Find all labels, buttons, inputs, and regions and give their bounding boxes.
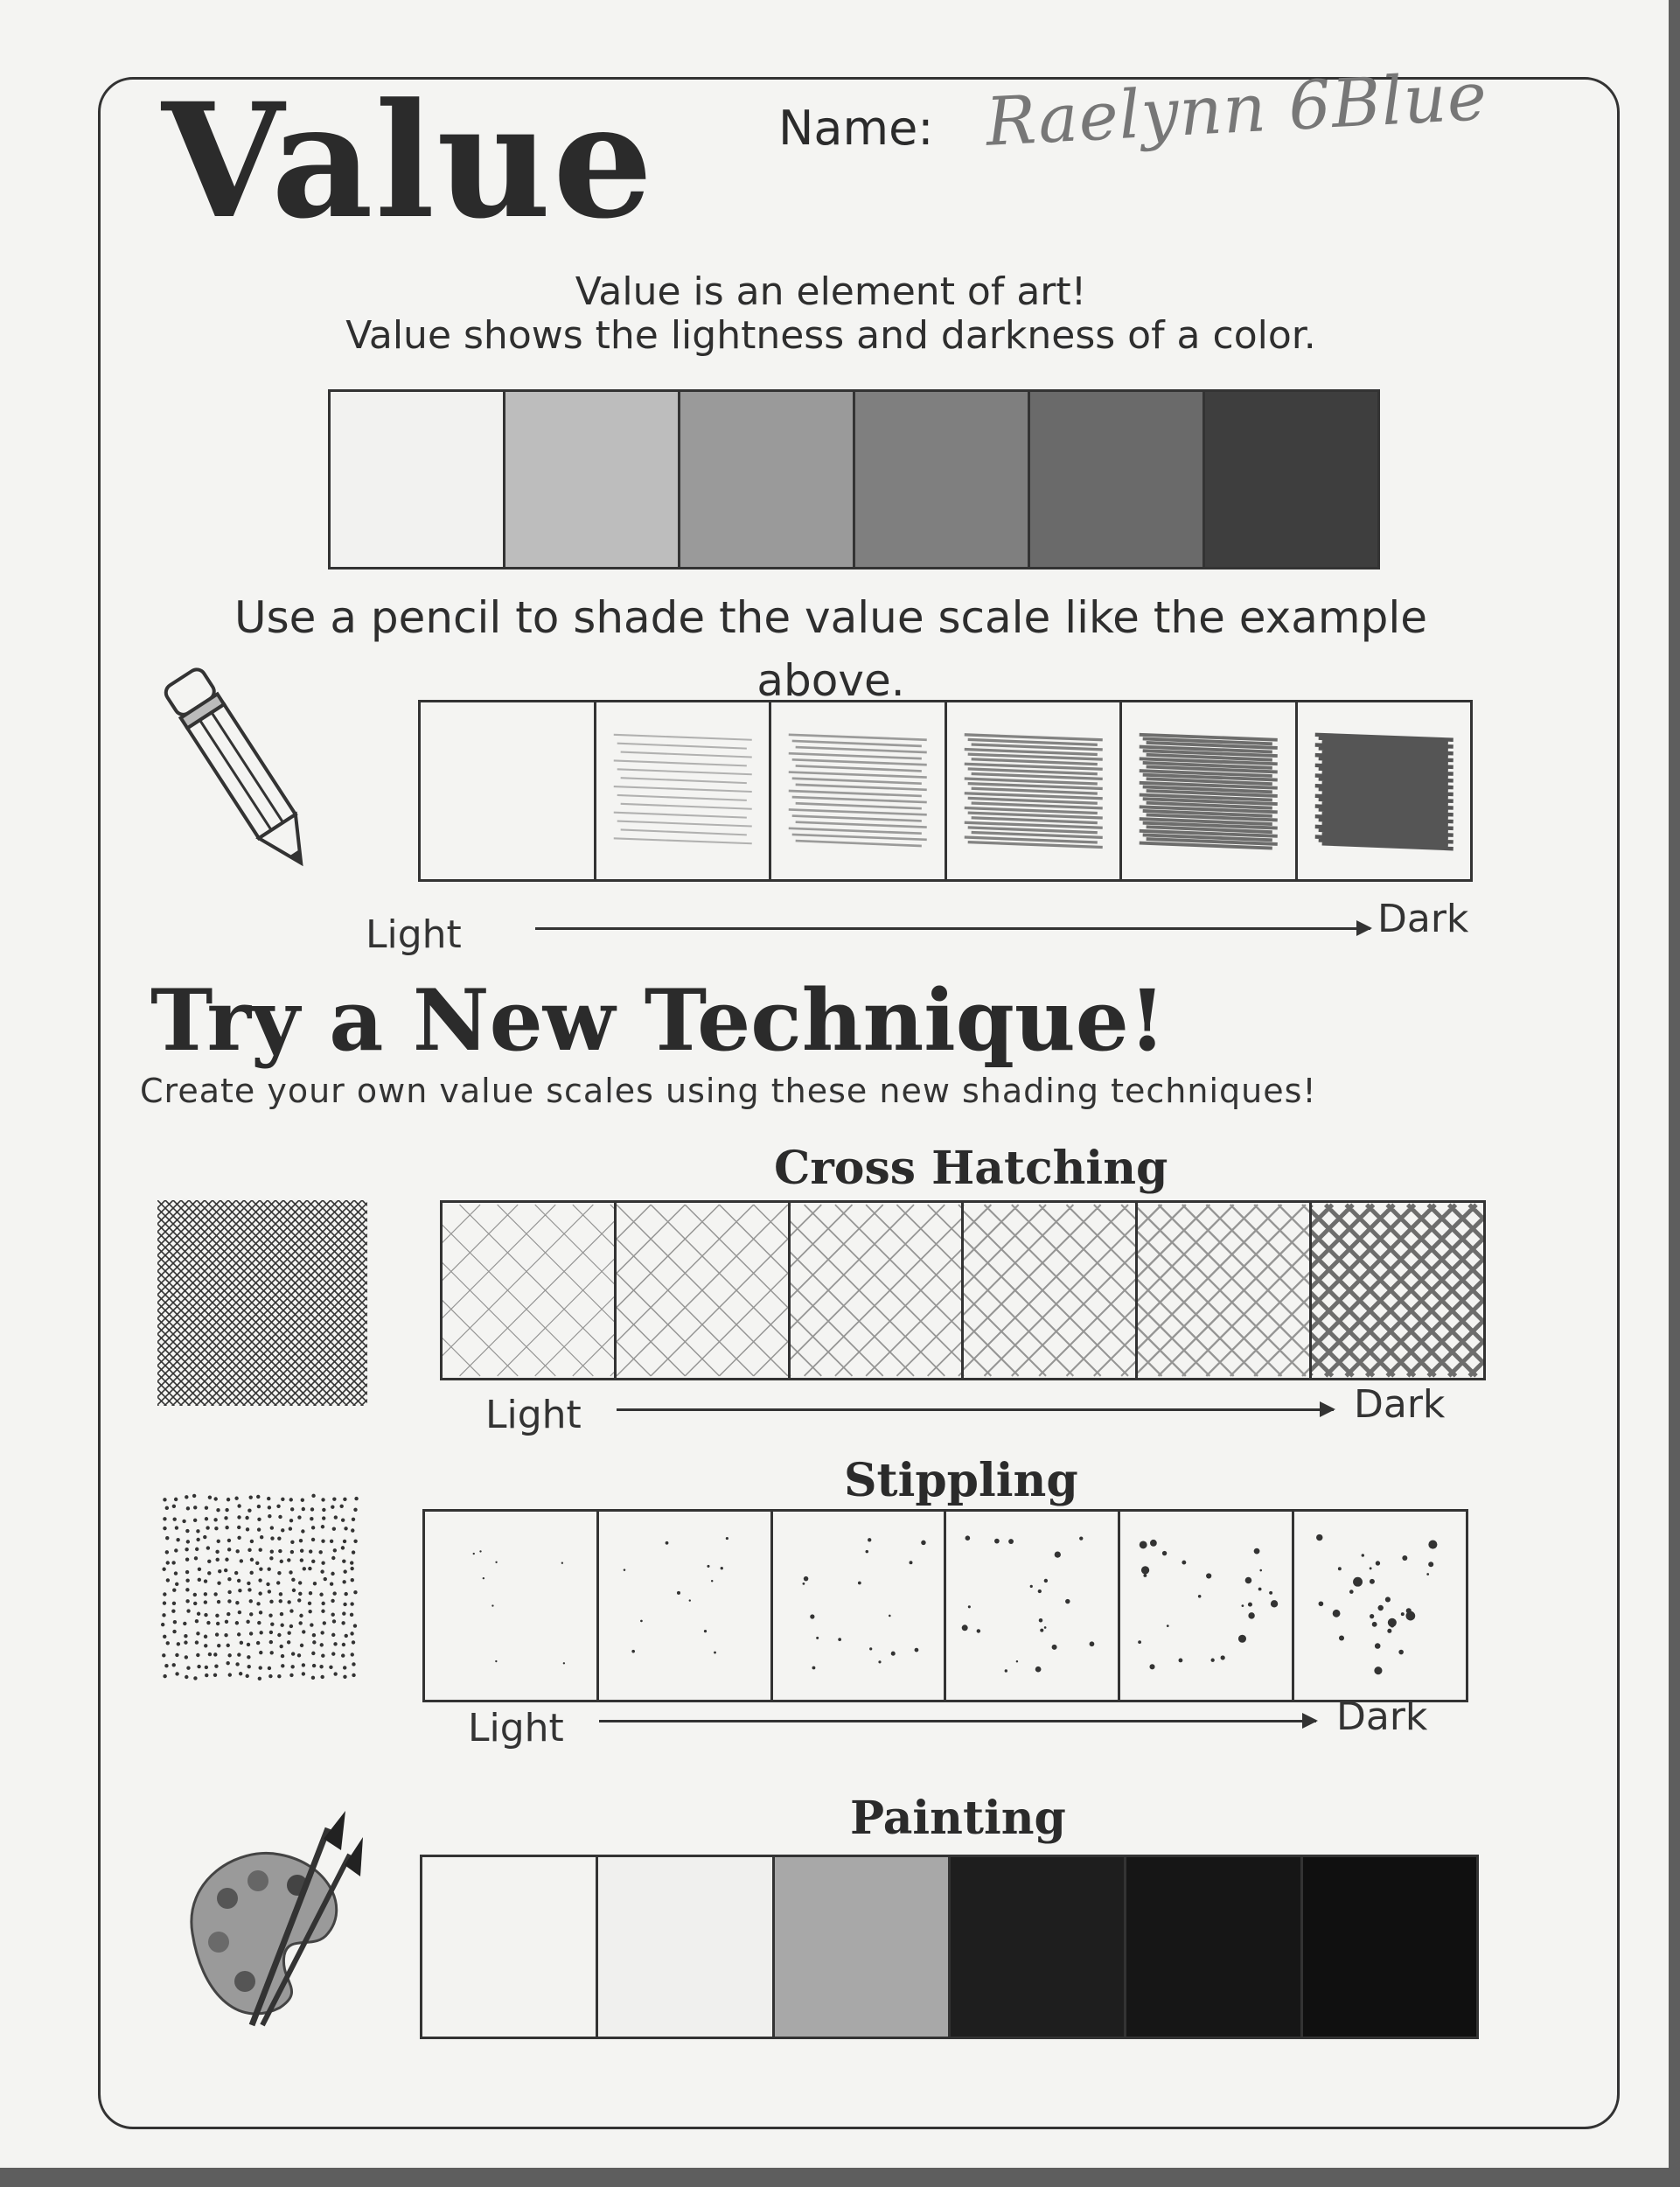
stippling-value-scale[interactable] (422, 1509, 1468, 1702)
light-dark-arrow-2 (617, 1408, 1334, 1411)
painting-scale-cell-3[interactable] (772, 1857, 948, 2037)
painting-scale-cell-1[interactable] (422, 1857, 596, 2037)
stippling-scale-cell-6[interactable] (1292, 1512, 1466, 1700)
light-label-3: Light (468, 1706, 564, 1750)
example-value-scale (328, 389, 1380, 569)
intro-line-2: Value shows the lightness and darkness of a color. (345, 313, 1316, 358)
stippling-scale-cell-4[interactable] (944, 1512, 1118, 1700)
cross-hatching-scale-cell-4[interactable] (961, 1203, 1135, 1378)
example-scale-cell-5 (1028, 392, 1202, 567)
example-scale-cell-1 (331, 392, 503, 567)
example-scale-cell-6 (1202, 392, 1377, 567)
technique-heading: Try a New Technique! (150, 971, 1166, 1070)
pencil-value-scale[interactable] (418, 700, 1473, 882)
dark-label-3: Dark (1336, 1694, 1428, 1739)
example-scale-cell-2 (503, 392, 678, 567)
painting-scale-cell-5[interactable] (1124, 1857, 1300, 2037)
light-label-2: Light (485, 1393, 582, 1437)
cross-hatch-sample-icon (157, 1200, 367, 1406)
stipple-sample-icon (157, 1490, 359, 1687)
painting-title: Painting (850, 1792, 1066, 1845)
cross-hatching-scale-cell-1[interactable] (443, 1203, 614, 1378)
example-scale-cell-3 (678, 392, 853, 567)
name-field-handwritten[interactable]: Raelynn 6Blue (984, 56, 1489, 161)
stippling-scale-cell-5[interactable] (1118, 1512, 1292, 1700)
painting-scale-cell-2[interactable] (596, 1857, 771, 2037)
instruction-text: Use a pencil to shade the value scale like the example above. (234, 592, 1427, 706)
cross-hatching-scale-cell-5[interactable] (1135, 1203, 1309, 1378)
pencil-scale-cell-6[interactable] (1295, 702, 1471, 879)
stippling-scale-cell-1[interactable] (425, 1512, 596, 1700)
painting-value-scale[interactable] (420, 1855, 1479, 2039)
intro-line-1: Value is an element of art! (575, 269, 1087, 314)
palette-icon (175, 1802, 376, 2030)
pencil-scale-cell-5[interactable] (1119, 702, 1295, 879)
cross-hatching-scale-cell-3[interactable] (788, 1203, 962, 1378)
example-scale-cell-4 (853, 392, 1028, 567)
pencil-scale-cell-2[interactable] (594, 702, 770, 879)
painting-scale-cell-4[interactable] (948, 1857, 1124, 2037)
light-dark-arrow-1 (535, 927, 1370, 930)
name-label: Name: (778, 101, 934, 156)
painting-scale-cell-6[interactable] (1300, 1857, 1476, 2037)
light-label-1: Light (366, 912, 462, 957)
cross-hatching-scale-cell-6[interactable] (1309, 1203, 1483, 1378)
light-dark-arrow-3 (599, 1720, 1316, 1722)
stippling-title: Stippling (844, 1454, 1078, 1507)
stippling-scale-cell-2[interactable] (596, 1512, 770, 1700)
pencil-icon (149, 652, 332, 888)
stippling-scale-cell-3[interactable] (770, 1512, 945, 1700)
cross-hatching-scale-cell-2[interactable] (614, 1203, 788, 1378)
pencil-scale-cell-1[interactable] (421, 702, 594, 879)
cross-hatching-title: Cross Hatching (774, 1142, 1168, 1195)
pencil-scale-cell-3[interactable] (769, 702, 945, 879)
pencil-scale-cell-4[interactable] (945, 702, 1120, 879)
technique-subheading: Create your own value scales using these new shading techniques! (140, 1072, 1317, 1110)
dark-label-1: Dark (1377, 897, 1469, 941)
dark-label-2: Dark (1354, 1382, 1446, 1427)
cross-hatching-value-scale[interactable] (440, 1200, 1486, 1380)
page-title: Value (162, 69, 655, 254)
